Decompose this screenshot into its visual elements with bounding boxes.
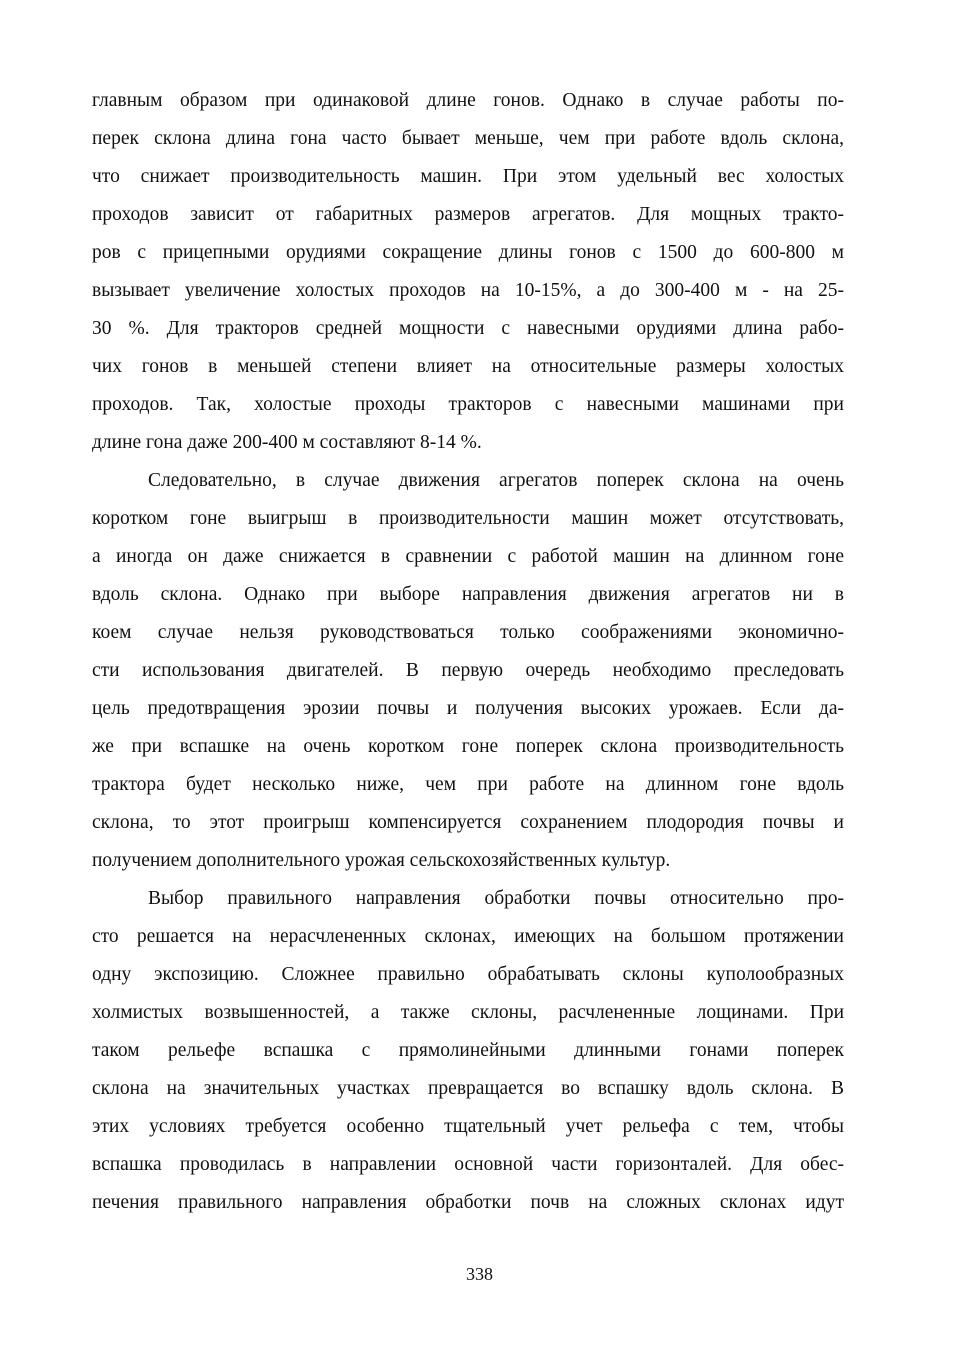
text-line: Следовательно, в случае движения агрегатов поперек склона на очень [148, 470, 844, 491]
text-line: а иногда он даже снижается в сравнении с работой машин на длинном гоне [92, 546, 844, 567]
text-line: таком рельефе вспашка с прямолинейными длинными гонами поперек [92, 1040, 844, 1061]
text-line: вспашка проводилась в направлении основной части горизонталей. Для обес- [92, 1154, 844, 1175]
text-line: сто решается на нерасчлененных склонах, имеющих на большом протяжении [92, 926, 844, 947]
body-text [92, 82, 844, 1222]
text-line: вдоль склона. Однако при выборе направления движения агрегатов ни в [92, 584, 844, 605]
text-line: склона на значительных участках превращается во вспашку вдоль склона. В [92, 1078, 844, 1099]
paragraph-2 [92, 462, 844, 880]
text-line: этих условиях требуется особенно тщательный учет рельефа с тем, чтобы [92, 1116, 844, 1137]
text-line: главным образом при одинаковой длине гонов. Однако в случае работы по- [92, 90, 844, 111]
text-line: коем случае нельзя руководствоваться только соображениями экономично- [92, 622, 844, 643]
text-line: перек склона длина гона часто бывает меньше, чем при работе вдоль склона, [92, 128, 844, 149]
text-line: проходов зависит от габаритных размеров агрегатов. Для мощных тракто- [92, 204, 844, 225]
text-line: же при вспашке на очень коротком гоне поперек склона производительность [92, 736, 844, 757]
text-line: склона, то этот проигрыш компенсируется сохранением плодородия почвы и [92, 812, 844, 833]
text-line: чих гонов в меньшей степени влияет на относительные размеры холостых [92, 356, 844, 377]
text-line: цель предотвращения эрозии почвы и получения высоких урожаев. Если да- [92, 698, 844, 719]
text-line: длине гона даже 200-400 м составляют 8-14 %. [92, 432, 482, 453]
text-line: 30 %. Для тракторов средней мощности с навесными орудиями длина рабо- [92, 318, 844, 339]
text-line: одну экспозицию. Сложнее правильно обрабатывать склоны куполообразных [92, 964, 844, 985]
text-line: трактора будет несколько ниже, чем при работе на длинном гоне вдоль [92, 774, 844, 795]
text-line: проходов. Так, холостые проходы тракторов с навесными машинами при [92, 394, 844, 415]
paragraph-1 [92, 82, 844, 462]
page-number: 338 [466, 1264, 493, 1284]
text-line: коротком гоне выигрыш в производительности машин может отсутствовать, [92, 508, 844, 529]
text-line: печения правильного направления обработки почв на сложных склонах идут [92, 1192, 844, 1213]
text-line: сти использования двигателей. В первую очередь необходимо преследовать [92, 660, 844, 681]
text-line: что снижает производительность машин. При этом удельный вес холостых [92, 166, 844, 187]
text-line: вызывает увеличение холостых проходов на 10-15%, а до 300-400 м - на 25- [92, 280, 844, 301]
paragraph-3 [92, 880, 844, 1222]
text-line: Выбор правильного направления обработки почвы относительно про- [148, 888, 844, 909]
text-line: получением дополнительного урожая сельскохозяйственных культур. [92, 850, 671, 871]
text-line: ров с прицепными орудиями сокращение длины гонов с 1500 до 600-800 м [92, 242, 844, 263]
text-line: холмистых возвышенностей, а также склоны, расчлененные лощинами. При [92, 1002, 844, 1023]
